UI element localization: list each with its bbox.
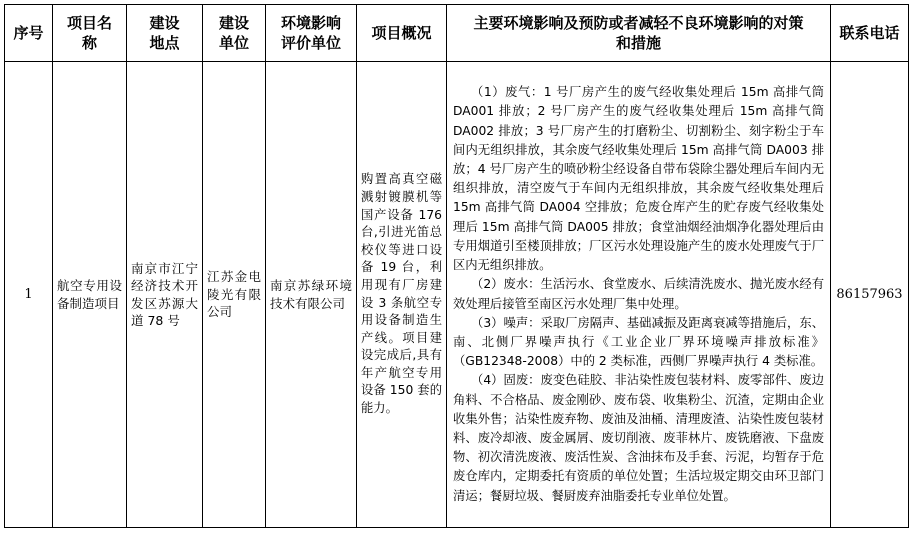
header-phone: 联系电话 bbox=[831, 5, 909, 62]
measure-solid-waste: （4）固废：废变色硅胶、非沾染性废包装材料、废零部件、废边角料、不合格品、废金刚砂、废布袋、收集粉尘、沉渣，定期由企业收集外售；沾染性废弃物、废油及油桶、清理废渣、沾染性废包装材料、废冷却液、废金属屑、废切削液、废菲林片、废铣磨液、下盘废物、初次清洗废液、废活性炭、含油抹布及手套、污泥，均暂存于危废仓库内，定期委托有资质的单位处置；生活垃圾定期交由环卫部门清运；餐厨垃圾、餐厨废弃油脂委托专业单位处置。 bbox=[453, 373, 824, 503]
cell-project-name: 航空专用设备制造项目 bbox=[53, 62, 127, 528]
measure-air: （1）废气：1 号厂房产生的废气经收集处理后 15m 高排气筒 DA001 排放；2 号厂房产生的废气经收集处理后 15m 高排气筒 DA002 排放；3 号厂房产生的打磨粉尘、切割粉尘、刻字粉尘于车间内无组织排放，其余废气经收集处理后 15m 高排气筒 DA003 排放；4 号厂房产生的喷砂粉尘经设备自带布袋除尘器处理后车间内无组织排放，清空废气于车间内无组织排放，其余废气经收集处理后 15m 高排气筒 DA004 空排放；危废仓库产生的贮存废气经收集处理后 15m 高排气筒 DA005 排放；食堂油烟经油烟净化器处理后由专用烟道引至楼顶排放；厂区污水处理设施产生的废水处理废气于厂区内无组织排放。 bbox=[453, 85, 824, 273]
cell-location: 南京市江宁经济技术开发区苏源大道 78 号 bbox=[127, 62, 203, 528]
header-index: 序号 bbox=[5, 5, 53, 62]
header-row bbox=[5, 5, 909, 62]
header-project-name: 项目名称 bbox=[53, 5, 127, 62]
cell-measures bbox=[447, 62, 831, 528]
eia-info-table bbox=[4, 4, 909, 528]
measure-noise: （3）噪声：采取厂房隔声、基础减振及距离衰减等措施后，东、南、北侧厂界噪声执行《工业企业厂界环境噪声排放标准》（GB12348-2008）中的 2 类标准，西侧厂界噪声执行 4 类标准。 bbox=[453, 315, 824, 369]
cell-phone: 86157963 bbox=[831, 62, 909, 528]
header-overview: 项目概况 bbox=[357, 5, 447, 62]
header-location: 建设地点 bbox=[127, 5, 203, 62]
header-measures: 主要环境影响及预防或者减轻不良环境影响的对策和措施 bbox=[447, 5, 831, 62]
cell-overview: 购置高真空磁溅射镀膜机等国产设备 176 台,引进光笛总校仪等进口设备 19 台，利用现有厂房建设 3 条航空专用设备制造生产线。项目建设完成后,具有年产航空专用设备 150 套的能力。 bbox=[357, 62, 447, 528]
header-builder: 建设单位 bbox=[203, 5, 266, 62]
table-row bbox=[5, 62, 909, 528]
cell-builder: 江苏金电陵光有限公司 bbox=[203, 62, 266, 528]
cell-eia-unit: 南京苏绿环境技术有限公司 bbox=[266, 62, 357, 528]
header-eia-unit: 环境影响评价单位 bbox=[266, 5, 357, 62]
cell-index: 1 bbox=[5, 62, 53, 528]
measure-water: （2）废水：生活污水、食堂废水、后续清洗废水、抛光废水经有效处理后接管至南区污水处理厂集中处理。 bbox=[453, 277, 824, 311]
